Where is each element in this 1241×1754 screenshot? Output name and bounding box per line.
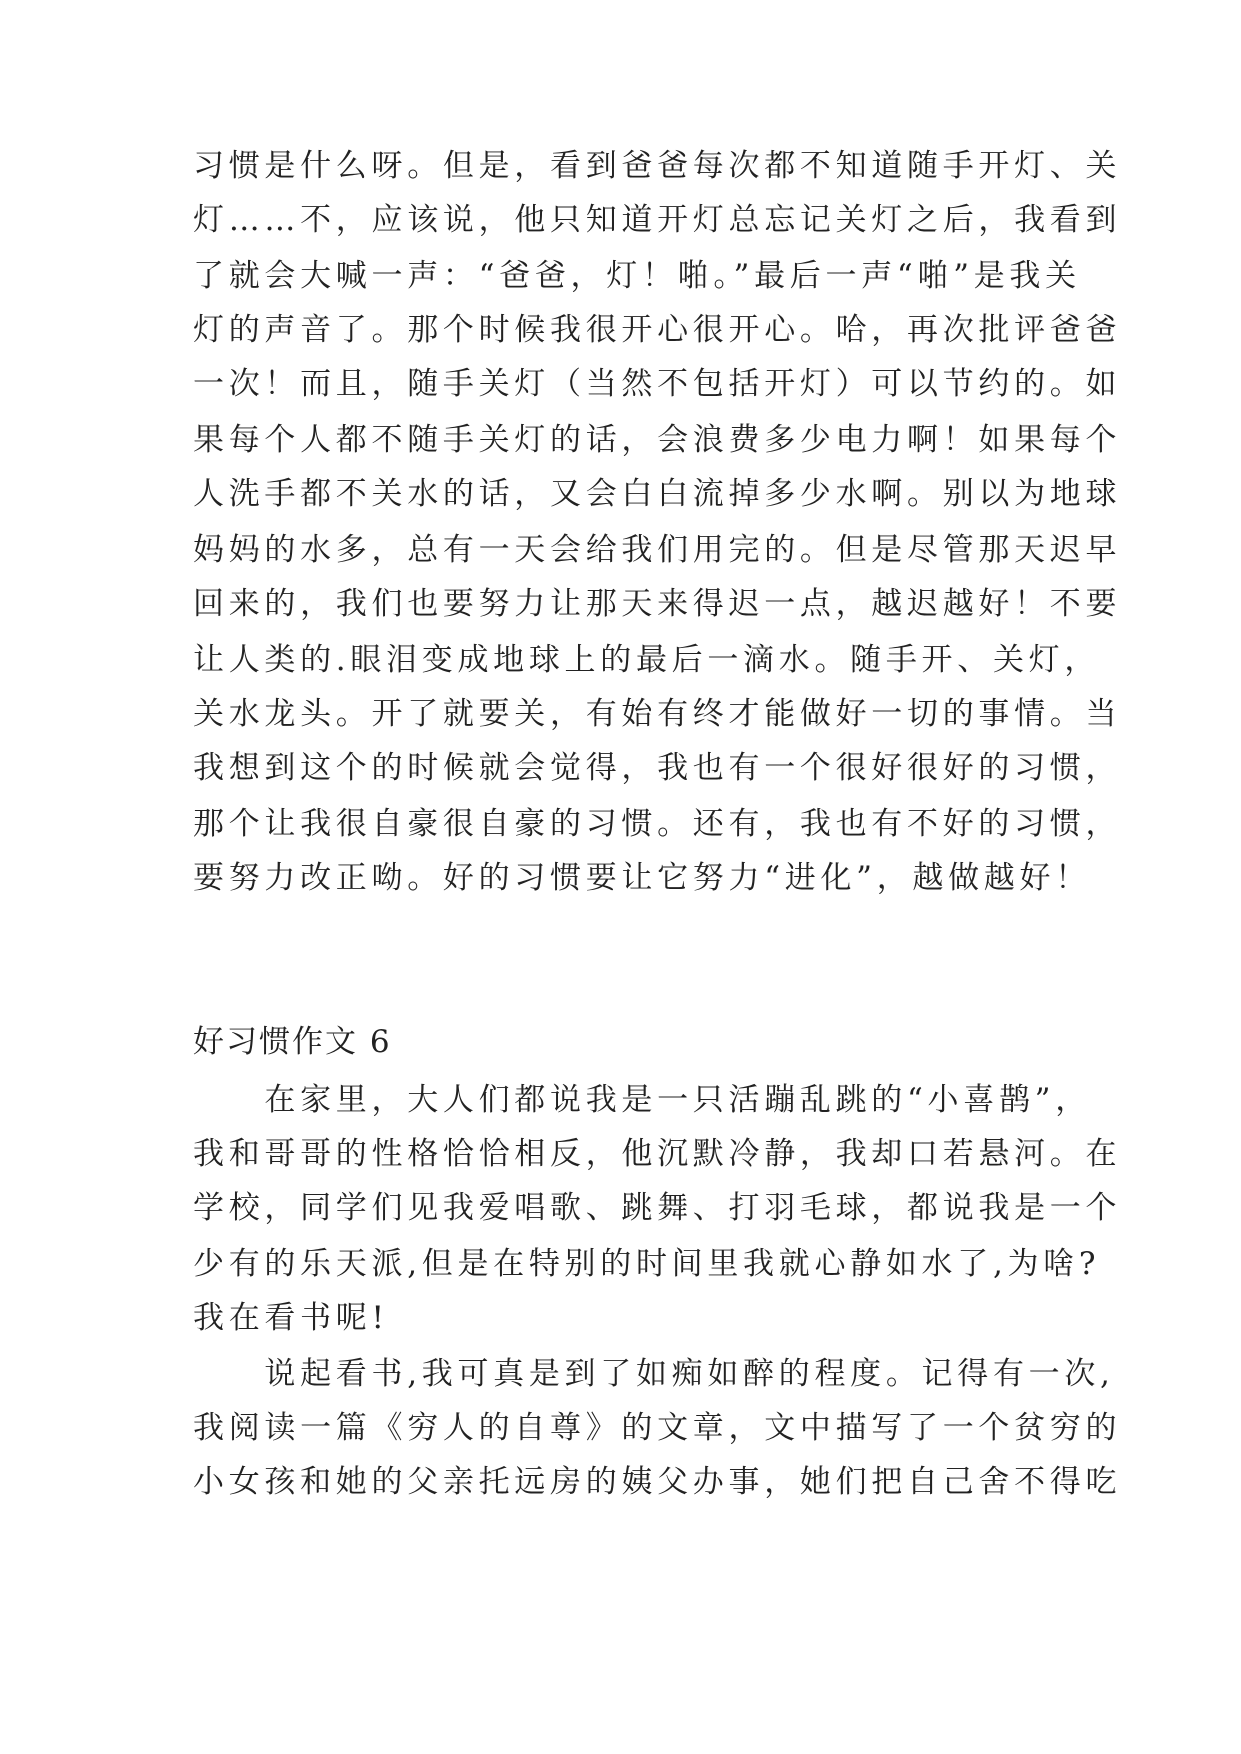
text-line: 要努力改正呦。好的习惯要让它努力“进化”，越做越好！ bbox=[193, 860, 1091, 896]
text-line: 果每个人都不随手关灯的话，会浪费多少电力啊！如果每个 bbox=[193, 422, 1122, 458]
text-line: 我和哥哥的性格恰恰相反，他沉默冷静，我却口若悬河。在 bbox=[193, 1136, 1122, 1172]
text-line: 妈妈的水多，总有一天会给我们用完的。但是尽管那天迟早 bbox=[193, 532, 1122, 568]
text-line: 了就会大喊一声：“爸爸，灯！啪。”最后一声“啪”是我关 bbox=[193, 258, 1081, 294]
text-line: 灯的声音了。那个时候我很开心很开心。哈，再次批评爸爸 bbox=[193, 312, 1122, 348]
text-line: 我想到这个的时候就会觉得，我也有一个很好很好的习惯， bbox=[193, 750, 1122, 786]
text-line: 灯……不，应该说，他只知道开灯总忘记关灯之后，我看到 bbox=[193, 202, 1122, 238]
text-line: 在家里，大人们都说我是一只活蹦乱跳的“小喜鹊”， bbox=[193, 1082, 1091, 1118]
section-heading: 好习惯作文 6 bbox=[193, 1024, 392, 1060]
text-line: 我阅读一篇《穷人的自尊》的文章，文中描写了一个贫穷的 bbox=[193, 1410, 1122, 1446]
text-line: 那个让我很自豪很自豪的习惯。还有，我也有不好的习惯， bbox=[193, 806, 1122, 842]
text-line: 说起看书,我可真是到了如痴如醉的程度。记得有一次, bbox=[193, 1356, 1115, 1392]
text-line: 回来的，我们也要努力让那天来得迟一点，越迟越好！不要 bbox=[193, 586, 1122, 622]
text-line: 少有的乐天派,但是在特别的时间里我就心静如水了,为啥? bbox=[193, 1246, 1101, 1282]
text-line: 我在看书呢! bbox=[193, 1300, 389, 1336]
text-line: 习惯是什么呀。但是，看到爸爸每次都不知道随手开灯、关 bbox=[193, 148, 1122, 184]
text-line: 关水龙头。开了就要关，有始有终才能做好一切的事情。当 bbox=[193, 696, 1122, 732]
text-line: 一次！而且，随手关灯（当然不包括开灯）可以节约的。如 bbox=[193, 366, 1122, 402]
text-line: 人洗手都不关水的话，又会白白流掉多少水啊。别以为地球 bbox=[193, 476, 1122, 512]
text-line: 让人类的.眼泪变成地球上的最后一滴水。随手开、关灯， bbox=[193, 642, 1101, 678]
text-line: 小女孩和她的父亲托远房的姨父办事，她们把自己舍不得吃 bbox=[193, 1464, 1122, 1500]
text-line: 学校，同学们见我爱唱歌、跳舞、打羽毛球，都说我是一个 bbox=[193, 1190, 1122, 1226]
